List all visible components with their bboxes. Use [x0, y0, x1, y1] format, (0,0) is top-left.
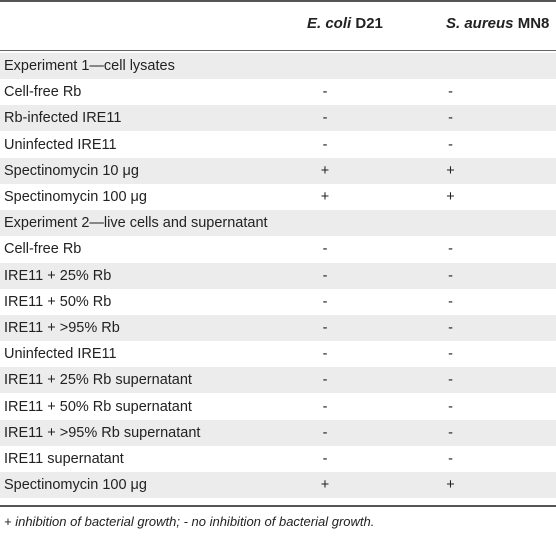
saureus-result: -: [448, 398, 453, 415]
saureus-result: -: [448, 293, 453, 310]
saureus-result: -: [448, 110, 453, 127]
header-ecoli-species: E. coli: [307, 15, 352, 32]
table-row: [0, 367, 556, 393]
table-row: [0, 341, 556, 367]
row-label: IRE11 + 50% Rb supernatant: [4, 398, 192, 415]
row-label: Cell-free Rb: [4, 241, 82, 258]
row-label: Experiment 2—live cells and supernatant: [4, 215, 268, 232]
header-ecoli: [307, 15, 383, 32]
ecoli-result: -: [322, 293, 328, 310]
ecoli-result: +: [320, 162, 330, 179]
table-row: [0, 132, 556, 158]
saureus-result: [413, 53, 488, 79]
row-label: Rb-infected IRE11: [4, 110, 122, 127]
row-label: Uninfected IRE11: [4, 346, 117, 363]
ecoli-result: -: [322, 84, 328, 101]
table-row: [0, 79, 556, 105]
row-label: Spectinomycin 100 μg: [4, 477, 147, 494]
ecoli-result: [290, 53, 360, 79]
row-label: IRE11 + 25% Rb supernatant: [4, 372, 192, 389]
header-rule: [0, 50, 556, 51]
row-label: IRE11 + >95% Rb: [4, 320, 120, 336]
ecoli-result: -: [322, 372, 328, 389]
header-saureus-species: S. aureus: [446, 15, 514, 32]
header-ecoli-strain: D21: [351, 15, 383, 32]
saureus-result: -: [448, 424, 453, 441]
row-label: Spectinomycin 100 μg: [4, 189, 147, 205]
saureus-result: -: [448, 267, 453, 284]
saureus-result: -: [448, 346, 453, 363]
table-footnote: + inhibition of bacterial growth; - no inhibition of bacterial growth.: [4, 514, 375, 529]
row-label: Uninfected IRE11: [4, 136, 117, 153]
saureus-result: +: [446, 189, 455, 205]
table-row: [0, 263, 556, 289]
ecoli-result: +: [320, 189, 330, 205]
saureus-result: +: [446, 477, 455, 494]
ecoli-result: -: [322, 451, 328, 467]
saureus-result: -: [448, 320, 453, 336]
header-saureus-strain: MN8: [513, 15, 550, 32]
table-row: [0, 105, 556, 131]
row-label: IRE11 + 50% Rb: [4, 293, 112, 310]
ecoli-result: -: [322, 320, 328, 336]
table-row: [0, 210, 556, 236]
table-row: [0, 184, 556, 210]
saureus-result: -: [448, 451, 453, 467]
ecoli-result: -: [322, 424, 328, 441]
table-row: [0, 53, 556, 79]
saureus-result: +: [446, 162, 455, 179]
ecoli-result: -: [322, 241, 328, 258]
row-label: IRE11 + 25% Rb: [4, 267, 112, 284]
table-row: [0, 236, 556, 262]
ecoli-result: -: [322, 136, 328, 153]
table-row: [0, 446, 556, 472]
ecoli-result: -: [322, 398, 328, 415]
table-bottom-rule: [0, 505, 556, 507]
row-label: IRE11 supernatant: [4, 451, 124, 467]
table-row: [0, 394, 556, 420]
ecoli-result: -: [322, 110, 328, 127]
row-label: IRE11 + >95% Rb supernatant: [4, 424, 201, 441]
ecoli-result: -: [322, 346, 328, 363]
table-row: [0, 420, 556, 446]
saureus-result: -: [448, 241, 453, 258]
saureus-result: -: [448, 84, 453, 101]
table-row: [0, 289, 556, 315]
table-top-rule: [0, 0, 556, 2]
ecoli-result: -: [322, 267, 328, 284]
row-label: Spectinomycin 10 μg: [4, 162, 139, 179]
ecoli-result: [290, 210, 360, 236]
table-row: [0, 472, 556, 498]
row-label: Cell-free Rb: [4, 84, 82, 101]
header-saureus: [446, 15, 549, 32]
saureus-result: -: [448, 136, 453, 153]
row-label: Experiment 1—cell lysates: [4, 58, 175, 74]
saureus-result: -: [448, 372, 453, 389]
table-row: [0, 315, 556, 341]
saureus-result: [413, 210, 488, 236]
table-row: [0, 158, 556, 184]
ecoli-result: +: [320, 477, 330, 494]
